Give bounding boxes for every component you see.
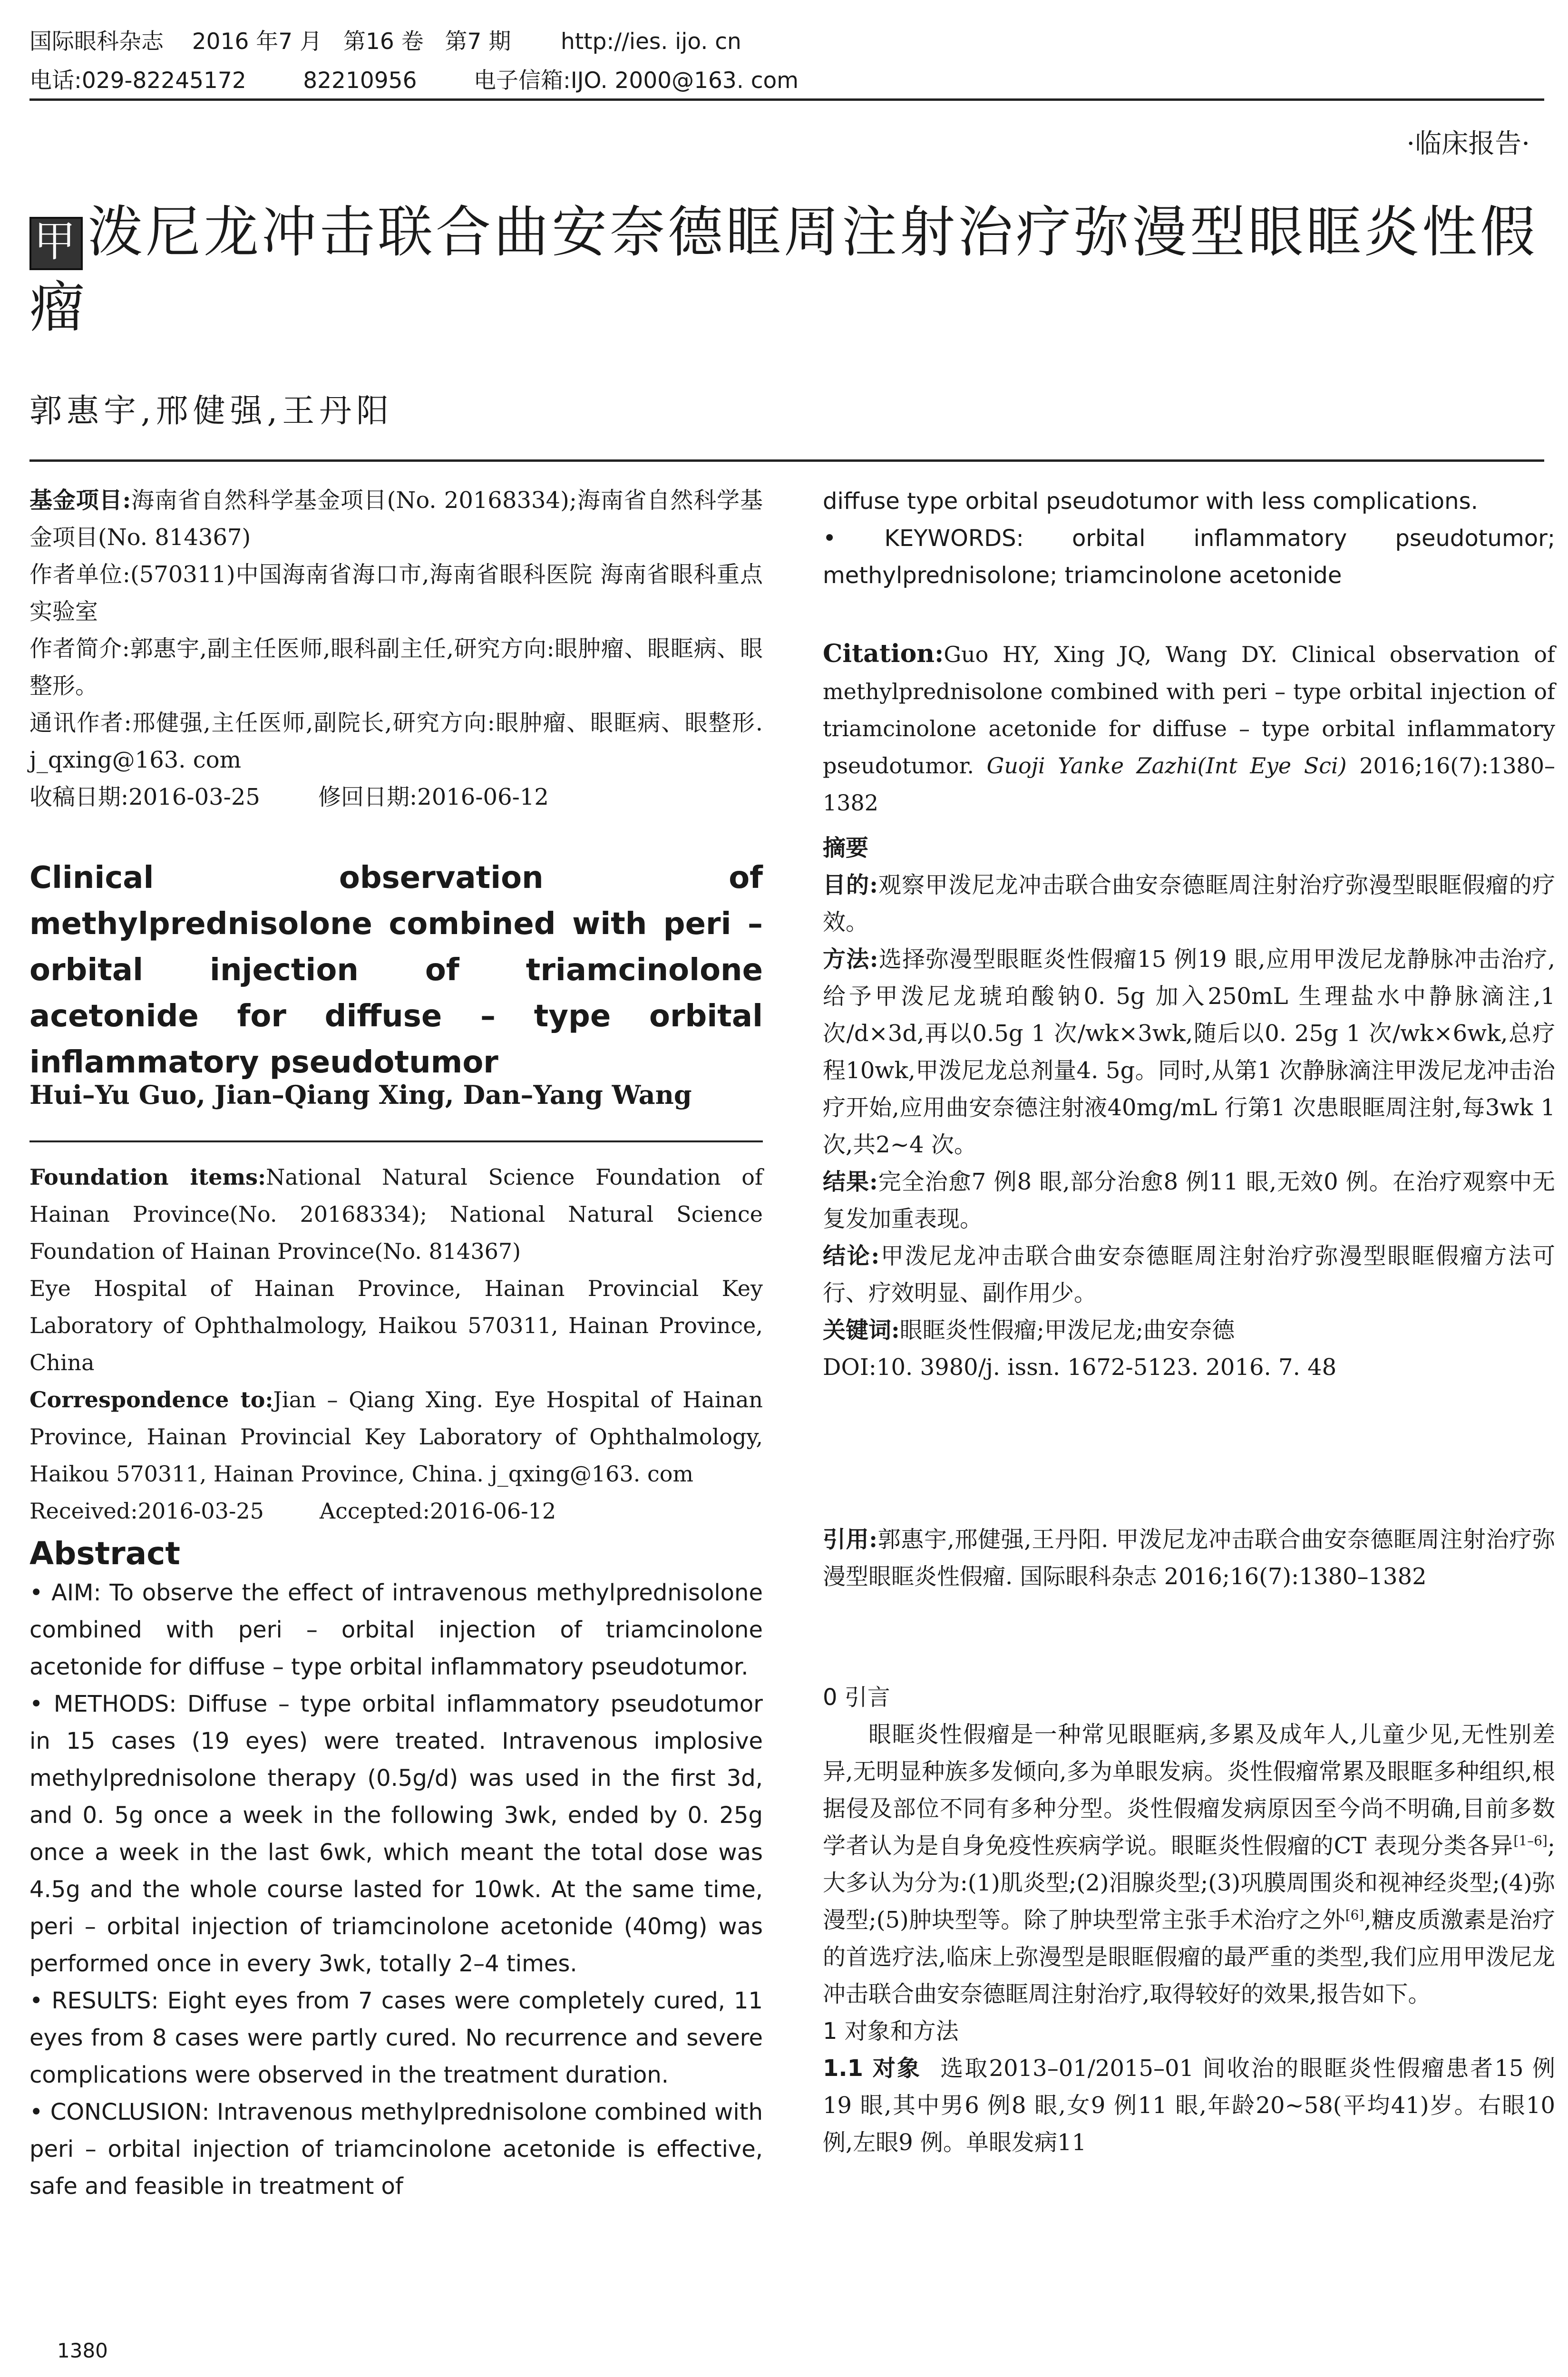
zh-abstract-methods	[823, 941, 1555, 1163]
citation-text	[823, 635, 1555, 821]
en-foundation-text: National Natural Science Foundation of Hainan Province(No. 20168334); National Natural Science Foundation of Hainan Province(No. 814367)	[29, 1164, 763, 1264]
info-affiliation	[29, 556, 763, 630]
en-correspondence	[29, 1381, 763, 1492]
citation-volume: 2016;16(7):1380–1382	[823, 753, 1556, 816]
zh-citation-body: 郭惠宇,邢健强,王丹阳. 甲泼尼龙冲击联合曲安奈德眶周注射治疗弥漫型眼眶炎性假瘤. 国际眼科杂志 2016;16(7):1380–1382	[823, 1526, 1555, 1590]
introduction	[823, 1679, 1555, 2161]
info-foundation	[29, 482, 763, 556]
chinese-abstract-heading: 摘要	[823, 835, 869, 861]
english-abstract	[29, 1574, 763, 2205]
en-corr-label: Correspondence to:	[29, 1387, 273, 1413]
chinese-abstract	[823, 829, 1555, 1386]
english-info	[29, 1159, 763, 1529]
citation	[823, 635, 1555, 821]
zh-abstract-text: 完全治愈7 例8 眼,部分治愈8 例11 眼,无效0 例。在治疗观察中无复发加重表现。	[823, 1169, 1555, 1232]
zh-abstract-objective	[823, 867, 1555, 941]
intro-text: ,糖皮质激素是治疗的首选疗法,临床上弥漫型是眼眶假瘤的最严重的类型,我们应用甲泼尼龙冲击联合曲安奈德眶周注射治疗,取得较好的效果,报告如下。	[823, 1907, 1555, 2007]
article-title	[29, 195, 1551, 345]
title-divider	[29, 459, 1544, 462]
section11-paragraph	[823, 2050, 1555, 2161]
citation-ref: [6]	[1345, 1907, 1364, 1923]
abstract-continuation	[823, 483, 1555, 594]
en-affiliation: Eye Hospital of Hainan Province, Hainan Provincial Key Laboratory of Ophthalmology, Haikou 570311, Hainan Province, China	[29, 1276, 763, 1375]
info-text: 邢健强,主任医师,副院长,研究方向:眼肿瘤、眼眶病、眼整形. j_qxing@163. com	[29, 710, 763, 773]
abstract-conclusion	[29, 2094, 763, 2205]
section11-text: 选取2013–01/2015–01 间收治的眼眶炎性假瘤患者15 例19 眼,其中男6 例8 眼,女9 例11 眼,年龄20~58(平均41)岁。右眼10 例,左眼9 例。单眼发病11	[823, 2055, 1555, 2156]
page-number: 1380	[57, 2339, 108, 2362]
zh-keywords	[823, 1312, 1555, 1349]
intro-text: 眼眶炎性假瘤是一种常见眼眶病,多累及成年人,儿童少见,无性别差异,无明显种族多发倾向,多为单眼发病。炎性假瘤常累及眼眶多种组织,根据侵及部位不同有多种分型。炎性假瘤发病原因至今尚不明确,目前多数学者认为是自身免疫性疾病学说。眼眶炎性假瘤的CT 表现分类各异	[823, 1721, 1555, 1859]
journal-header-line: 国际眼科杂志 2016 年7 月 第16 卷 第7 期 http://ies. ijo. cn	[29, 29, 741, 55]
zh-citation-text	[823, 1521, 1555, 1595]
info-label: 收稿日期:	[29, 784, 129, 810]
abstract-text: Eight eyes from 7 cases were completely cured, 11 eyes from 8 cases were partly cured. No recurrence and severe complications were observed in the treatment duration.	[29, 1987, 763, 2088]
zh-abstract-results	[823, 1163, 1555, 1237]
journal-contact-line: 电话:029-82245172 82210956 电子信箱:IJO. 2000@163. com	[29, 68, 799, 94]
intro-heading: 0 引言	[823, 1684, 890, 1711]
info-text: (570311)中国海南省海口市,海南省眼科医院 海南省眼科重点实验室	[29, 561, 763, 625]
abstract-methods	[29, 1685, 763, 1982]
abstract-text: Diffuse – type orbital inflammatory pseudotumor in 15 cases (19 eyes) were treated. Intravenous implosive methylprednisolone therapy (0.5g/d) was used in the first 3d, and 0. 5g once a week in the following 3wk, ended by 0. 25g once a week in the last 6wk, which meant the total dose was 4.5g and the whole course lasted for 10wk. At the same time, peri – orbital injection of triamcinolone acetonide (40mg) was performed once in every 3wk, totally 2–4 times.	[29, 1691, 763, 1977]
chinese-citation	[823, 1521, 1555, 1595]
info-label: 作者单位:	[29, 561, 130, 588]
english-title: Clinical observation of methylprednisolone combined with peri – orbital injection of triamcinolone acetonide for diffuse – type orbital inflammatory pseudotumor	[29, 860, 763, 1080]
info-author-bio	[29, 630, 763, 704]
abstract-aim	[29, 1574, 763, 1685]
section11-label: 1.1 对象	[823, 2055, 922, 2082]
header-divider	[29, 98, 1544, 101]
title-text: 泼尼龙冲击联合曲安奈德眶周注射治疗弥漫型眼眶炎性假瘤	[29, 200, 1538, 340]
english-authors-divider	[29, 1140, 763, 1142]
zh-abstract-conclusion	[823, 1237, 1555, 1312]
en-dates: Received:2016-03-25 Accepted:2016-06-12	[29, 1498, 556, 1524]
zh-abstract-text: 观察甲泼尼龙冲击联合曲安奈德眶周注射治疗弥漫型眼眶假瘤的疗效。	[823, 872, 1555, 935]
section1-heading: 1 对象和方法	[823, 2018, 959, 2045]
abstract-label: • AIM:	[29, 1579, 101, 1606]
abstract-text: Intravenous methylprednisolone combined with peri – orbital injection of triamcinolone acetonide is effective, safe and feasible in treatment of	[29, 2099, 763, 2200]
intro-text: ;大多认为分为:(1)肌炎型;(2)泪腺炎型;(3)巩膜周围炎和视神经炎型;(4)弥漫型;(5)肿块型等。除了肿块型常主张手术治疗之外	[823, 1832, 1555, 1933]
info-label: 基金项目:	[29, 487, 131, 514]
abstract-label: • METHODS:	[29, 1691, 177, 1717]
zh-abstract-text: 选择弥漫型眼眶炎性假瘤15 例19 眼,应用甲泼尼龙静脉冲击治疗,给予甲泼尼龙琥珀酸钠0. 5g 加入250mL 生理盐水中静脉滴注,1 次/d×3d,再以0.5g 1 次/wk×3wk,随后以0. 25g 1 次/wk×6wk,总疗程10wk,甲泼尼龙总剂量4. 5g。同时,从第1 次静脉滴注甲泼尼龙冲击治疗开始,应用曲安奈德注射液40mg/mL 行第1 次患眼眶周注射,每3wk 1 次,共2~4 次。	[823, 946, 1555, 1158]
zh-abstract-text: 眼眶炎性假瘤;甲泼尼龙;曲安奈德	[899, 1317, 1235, 1344]
zh-abstract-label: 方法:	[823, 946, 878, 973]
keywords	[823, 520, 1555, 594]
title-first-char-mark: 甲	[29, 217, 83, 270]
info-label: 通讯作者:	[29, 710, 132, 736]
zh-citation-label: 引用:	[823, 1526, 878, 1553]
zh-abstract-label: 结论:	[823, 1243, 880, 1269]
abstract-label: • RESULTS:	[29, 1987, 159, 2014]
article-info	[29, 482, 763, 816]
info-dates	[29, 779, 763, 816]
info-correspondence	[29, 704, 763, 779]
en-corr-text: Jian – Qiang Xing. Eye Hospital of Hainan Province, Hainan Provincial Key Laboratory of Ophthalmology, Haikou 570311, Hainan Province, China. j_qxing@163. com	[29, 1387, 763, 1487]
info-text: 海南省自然科学基金项目(No. 20168334);海南省自然科学基金项目(No. 814367)	[29, 487, 763, 551]
keywords-label: • KEYWORDS:	[823, 525, 1024, 552]
info-text: 2016-03-25 修回日期:2016-06-12	[128, 784, 549, 810]
citation-ref: [1–6]	[1513, 1833, 1548, 1849]
info-label: 作者简介:	[29, 635, 130, 662]
section-tag: ·临床报告·	[1406, 128, 1530, 159]
zh-abstract-text: 甲泼尼龙冲击联合曲安奈德眶周注射治疗弥漫型眼眶假瘤方法可行、疗效明显、副作用少。	[823, 1243, 1555, 1306]
abstract-text: To observe the effect of intravenous methylprednisolone combined with peri – orbital injection of triamcinolone acetonide for diffuse – type orbital inflammatory pseudotumor.	[29, 1579, 763, 1680]
abstract-results	[29, 1982, 763, 2094]
info-text: 郭惠宇,副主任医师,眼科副主任,研究方向:眼肿瘤、眼眶病、眼整形。	[29, 635, 763, 699]
author-list: 郭惠宇,邢健强,王丹阳	[29, 392, 394, 430]
citation-journal: Guoji Yanke Zazhi(Int Eye Sci)	[986, 753, 1347, 779]
intro-paragraph	[823, 1716, 1555, 2013]
zh-abstract-label: 结果:	[823, 1169, 878, 1195]
zh-abstract-label: 关键词:	[823, 1317, 900, 1344]
keywords-text: orbital inflammatory pseudotumor; methylprednisolone; triamcinolone acetonide	[823, 525, 1555, 589]
en-foundation-label: Foundation items:	[29, 1164, 266, 1190]
abstract-label: • CONCLUSION:	[29, 2099, 210, 2125]
en-foundation	[29, 1159, 763, 1270]
abstract-conclusion-cont: diffuse type orbital pseudotumor with less complications.	[823, 488, 1478, 515]
citation-label: Citation:	[823, 639, 944, 668]
english-authors: Hui–Yu Guo, Jian–Qiang Xing, Dan–Yang Wang	[29, 1080, 692, 1110]
abstract-heading: Abstract	[29, 1535, 180, 1572]
zh-abstract-label: 目的:	[823, 872, 878, 898]
citation-body: Guo HY, Xing JQ, Wang DY. Clinical observation of methylprednisolone combined with peri – type orbital injection of triamcinolone acetonide for diffuse – type orbital inflammatory pseudotumor.	[823, 642, 1555, 779]
doi: DOI:10. 3980/j. issn. 1672-5123. 2016. 7. 48	[823, 1354, 1337, 1381]
